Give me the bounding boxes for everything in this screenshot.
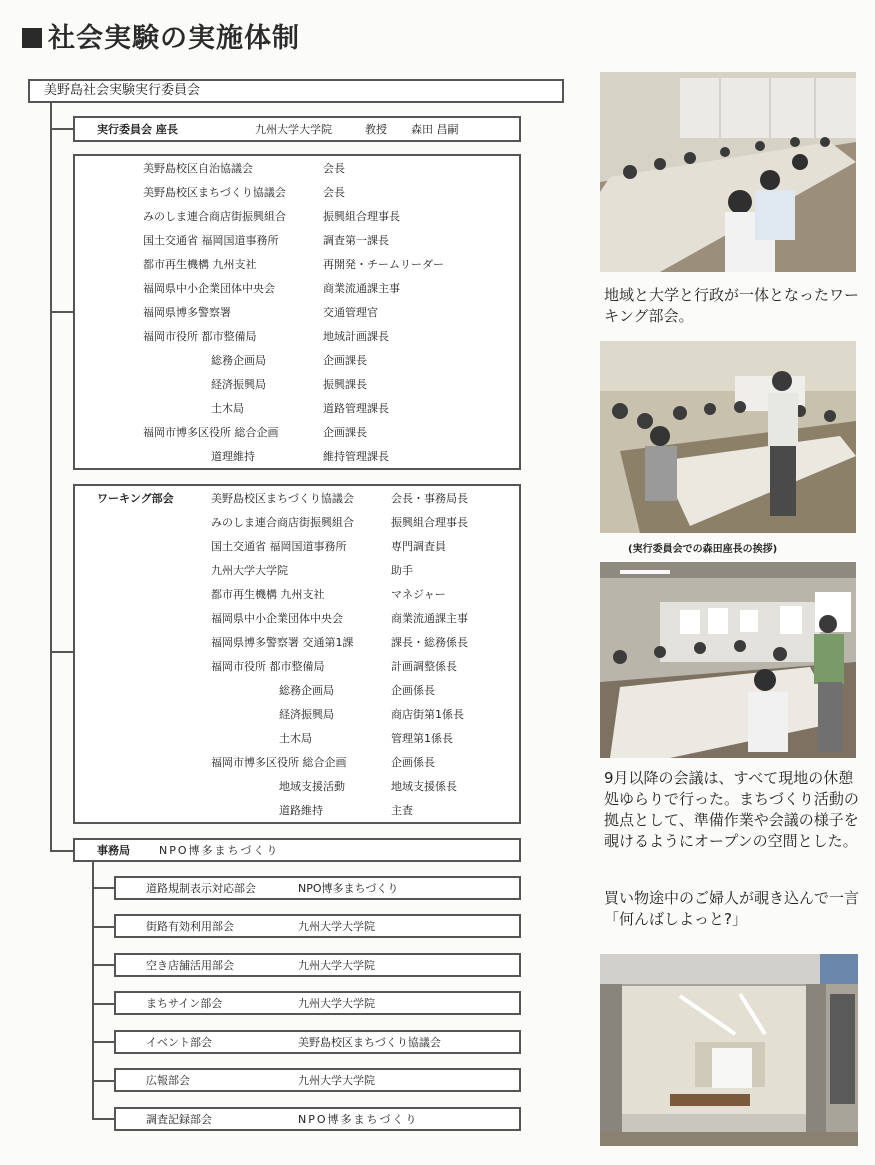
subgroup-name: 街路有効利用部会	[146, 920, 234, 933]
working-role: マネジャー	[391, 588, 446, 601]
main-trunk-line	[50, 102, 52, 850]
member-org: 美野島校区自治協議会	[143, 162, 253, 175]
member-role: 会長	[323, 162, 345, 175]
connector-subgroup	[92, 964, 114, 966]
member-role: 商業流通課主事	[323, 282, 400, 295]
photo-chair-greeting	[600, 341, 856, 533]
working-role: 振興組合理事長	[391, 516, 468, 529]
subgroup-box	[114, 991, 521, 1015]
connector-subgroup	[92, 1003, 114, 1005]
subgroup-name: まちサイン部会	[146, 997, 223, 1010]
working-box	[73, 484, 521, 824]
page-title: 社会実験の実施体制	[22, 16, 300, 55]
member-role: 振興組合理事長	[323, 210, 400, 223]
subgroup-box	[114, 1068, 521, 1092]
member-org: 土木局	[211, 402, 244, 415]
working-label: ワーキング部会	[97, 492, 174, 505]
member-org: 経済振興局	[211, 378, 266, 391]
member-org: 福岡市博多区役所 総合企画	[143, 426, 279, 439]
photo-open-storefront	[600, 954, 858, 1146]
subgroup-box	[114, 953, 521, 977]
committee-name: 美野島社会実験実行委員会	[44, 83, 201, 98]
subgroup-name: 道路規制表示対応部会	[146, 882, 256, 895]
chair-title: 教授	[365, 123, 387, 136]
working-org: 九州大学大学院	[211, 564, 288, 577]
committee-meeting-illustration	[600, 341, 856, 533]
working-role: 商業流通課主事	[391, 612, 468, 625]
photo-rest-area-meeting	[600, 562, 856, 758]
member-role: 再開発・チームリーダー	[323, 258, 444, 271]
member-role: 振興課長	[323, 378, 367, 391]
member-role: 調査第一課長	[323, 234, 389, 247]
working-role: 課長・総務係長	[391, 636, 468, 649]
subgroup-org: 九州大学大学院	[298, 959, 375, 972]
subgroup-box	[114, 1030, 521, 1054]
subgroup-org: NPO博多まちづくり	[298, 1113, 419, 1126]
working-role: 企画係長	[391, 756, 435, 769]
connector-subgroup	[92, 1080, 114, 1082]
connector-working	[50, 651, 73, 653]
working-org: 福岡県中小企業団体中央会	[211, 612, 343, 625]
working-org: 土木局	[279, 732, 312, 745]
working-role: 管理第1係長	[391, 732, 453, 745]
working-role: 商店街第1係長	[391, 708, 464, 721]
working-role: 専門調査員	[391, 540, 446, 553]
chair-person: 森田 昌嗣	[411, 123, 459, 136]
secretariat-label: 事務局	[97, 844, 130, 857]
connector-subgroup	[92, 1118, 114, 1120]
working-org: 総務企画局	[279, 684, 334, 697]
member-role: 道路管理課長	[323, 402, 389, 415]
member-org: 総務企画局	[211, 354, 266, 367]
caption-chair-greeting: (実行委員会での森田座長の挨拶)	[628, 544, 778, 555]
members-box	[73, 154, 521, 470]
working-role: 地域支援係長	[391, 780, 457, 793]
member-role: 企画課長	[323, 426, 367, 439]
member-role: 維持管理課長	[323, 450, 389, 463]
connector-subgroup	[92, 887, 114, 889]
member-org: 福岡県中小企業団体中央会	[143, 282, 275, 295]
member-role: 企画課長	[323, 354, 367, 367]
working-org: 福岡県博多警察署 交通第1課	[211, 636, 354, 649]
working-org: 経済振興局	[279, 708, 334, 721]
working-org: 道路維持	[279, 804, 323, 817]
committee-box	[28, 79, 564, 103]
member-org: 福岡県博多警察署	[143, 306, 231, 319]
subgroup-org: 九州大学大学院	[298, 997, 375, 1010]
connector-chair	[50, 128, 73, 130]
working-role: 企画係長	[391, 684, 435, 697]
working-org: 福岡市博多区役所 総合企画	[211, 756, 347, 769]
subgroup-name: イベント部会	[146, 1036, 212, 1049]
member-role: 地域計画課長	[323, 330, 389, 343]
subgroup-org: NPO博多まちづくり	[298, 882, 399, 895]
subgroup-name: 広報部会	[146, 1074, 190, 1087]
working-org: 福岡市役所 都市整備局	[211, 660, 325, 673]
working-role: 助手	[391, 564, 413, 577]
member-org: 都市再生機構 九州支社	[143, 258, 257, 271]
working-org: みのしま連合商店街振興組合	[211, 516, 354, 529]
secretariat-org: NPO博多まちづくり	[159, 844, 280, 857]
working-org: 都市再生機構 九州支社	[211, 588, 325, 601]
member-org: 福岡市役所 都市整備局	[143, 330, 257, 343]
member-org: 美野島校区まちづくり協議会	[143, 186, 286, 199]
connector-secretariat	[50, 850, 73, 852]
working-role: 計画調整係長	[391, 660, 457, 673]
subgroup-box	[114, 876, 521, 900]
subgroup-name: 空き店舗活用部会	[146, 959, 234, 972]
working-org: 国土交通省 福岡国道事務所	[211, 540, 347, 553]
working-role: 主査	[391, 804, 413, 817]
caption-shopper-quote: 買い物途中のご婦人が覗き込んで一言 「何んばしよっと?」	[604, 889, 860, 928]
working-org: 美野島校区まちづくり協議会	[211, 492, 354, 505]
member-org: 道理維持	[211, 450, 255, 463]
caption-rest-area: 9月以降の会議は、すべて現地の休憩処ゆらりで行った。まちづくり活動の拠点として、準備作業や会議の様子を覗けるようにオープンの空間とした。	[604, 769, 859, 850]
secretariat-box	[73, 838, 521, 862]
photo-working-meeting	[600, 72, 856, 272]
chair-org: 九州大学大学院	[255, 123, 332, 136]
meeting-room-illustration	[600, 72, 856, 272]
member-org: みのしま連合商店街振興組合	[143, 210, 286, 223]
subgroup-box	[114, 914, 521, 938]
caption-working-group: 地域と大学と行政が一体となったワーキング部会。	[604, 286, 860, 325]
member-org: 国土交通省 福岡国道事務所	[143, 234, 279, 247]
subgroup-org: 九州大学大学院	[298, 1074, 375, 1087]
square-bullet-icon	[22, 28, 42, 48]
subgroup-name: 調査記録部会	[146, 1113, 212, 1126]
subgroup-org: 九州大学大学院	[298, 920, 375, 933]
working-role: 会長・事務局長	[391, 492, 468, 505]
rest-area-meeting-illustration	[600, 562, 856, 758]
connector-members	[50, 311, 73, 313]
member-role: 会長	[323, 186, 345, 199]
working-org: 地域支援活動	[279, 780, 345, 793]
storefront-illustration	[600, 954, 858, 1146]
subgroup-org: 美野島校区まちづくり協議会	[298, 1036, 441, 1049]
member-role: 交通管理官	[323, 306, 378, 319]
subgroup-box	[114, 1107, 521, 1131]
connector-subgroup	[92, 926, 114, 928]
connector-subgroup	[92, 1041, 114, 1043]
chair-label: 実行委員会 座長	[97, 123, 178, 136]
chair-box	[73, 116, 521, 142]
